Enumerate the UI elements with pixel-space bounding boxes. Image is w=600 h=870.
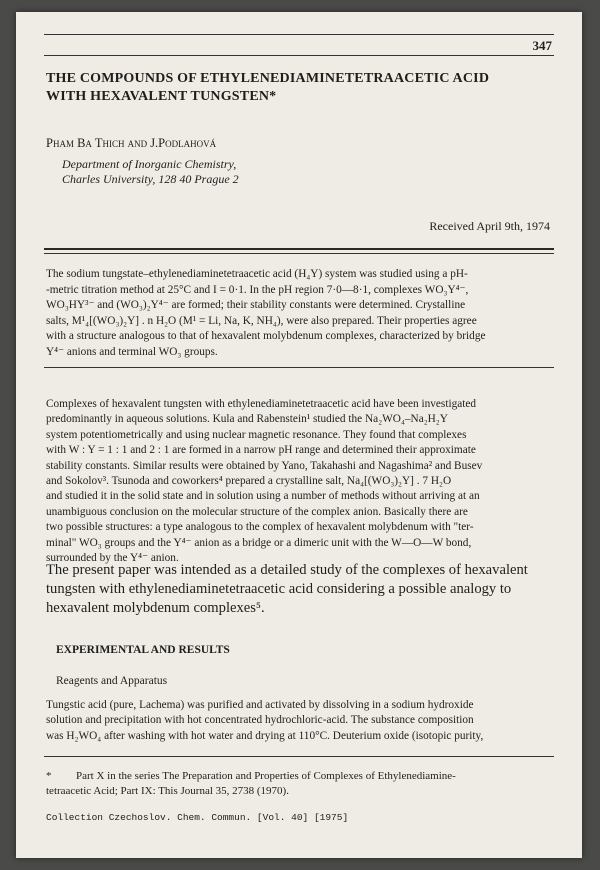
abstract-top-rule-thin — [44, 253, 554, 254]
affiliation-line: Department of Inorganic Chemistry, — [62, 157, 237, 171]
body-line: hexavalent molybdenum complexes⁵. — [46, 600, 265, 616]
footnote-text: Part X in the series The Preparation and Properties of Complexes of Ethylenediamine- — [76, 770, 456, 782]
abstract-bottom-rule — [44, 367, 554, 368]
body-line: and Sokolov³. Tsunoda and coworkers⁴ prepared a crystalline salt, Na₄[(WO₃)₂Y] . 7 H₂O — [46, 475, 452, 488]
introduction-paragraph — [46, 397, 554, 566]
abstract-line: WO₃HY³⁻ and (WO₃)₂Y⁴⁻ are formed; their stability constants were determined. Crystalline — [46, 299, 466, 312]
body-line: system potentiometrically and using nuclear magnetic resonance. They found that complexes — [46, 428, 467, 441]
title-line: WITH HEXAVALENT TUNGSTEN* — [46, 89, 277, 104]
body-line: Tungstic acid (pure, Lachema) was purified and activated by dissolving in a sodium hydroxide — [46, 699, 474, 711]
abstract-line: salts, M¹₄[(WO₃)₂Y] . n H₂O (M¹ = Li, Na, K, NH₄), were also prepared. Their properties agree — [46, 314, 477, 327]
body-line: unambiguous conclusion on the molecular structure of the complex anion. Basically there are — [46, 505, 468, 518]
page-number: 347 — [532, 38, 552, 53]
footnote-rule — [44, 756, 554, 757]
abstract-line: The sodium tungstate–ethylenediaminetetraacetic acid (H₄Y) system was studied using a pH- — [46, 268, 468, 280]
body-line: solution and precipitation with hot concentrated hydrochloric-acid. The substance composition — [46, 714, 474, 727]
header-rule-lower — [44, 55, 554, 56]
received-date: Received April 9th, 1974 — [429, 219, 550, 233]
header-rule — [44, 34, 554, 35]
body-line: stability constants. Similar results were obtained by Yano, Takahashi and Nagashima² and Busev — [46, 459, 483, 472]
author-affiliation — [62, 157, 239, 187]
body-line: two possible structures: a type analogous to the complex of hexavalent molybdenum with "ter- — [46, 521, 474, 534]
footnote-line — [46, 769, 554, 784]
affiliation-line: Charles University, 128 40 Prague 2 — [62, 172, 239, 186]
footnote-line: tetraacetic Acid; Part IX: This Journal 35, 2738 (1970). — [46, 785, 289, 797]
abstract-line: Y⁴⁻ anions and terminal WO₃ groups. — [46, 345, 218, 358]
abstract — [46, 267, 554, 361]
title-line: THE COMPOUNDS OF ETHYLENEDIAMINETETRAACETIC ACID — [46, 71, 490, 86]
footnote-mark: * — [46, 770, 52, 782]
footnote — [46, 769, 554, 799]
body-line: Complexes of hexavalent tungsten with ethylenediaminetetraacetic acid have been investigated — [46, 398, 477, 410]
body-line: predominantly in aqueous solutions. Kula and Rabenstein¹ studied the Na₂WO₄–Na₂H₂Y — [46, 413, 448, 426]
body-line: tungsten with ethylenediaminetetraacetic acid considering a possible analogy to — [46, 581, 512, 597]
body-line: and studied it in the solid state and in solution using a number of methods without arriving at an — [46, 490, 480, 503]
subsection-heading: Reagents and Apparatus — [56, 675, 168, 687]
purpose-paragraph — [46, 561, 556, 618]
abstract-line: -metric titration method at 25°C and I = 0·1. In the pH region 7·0—8·1, complexes WO₃Y⁴⁻, — [46, 283, 469, 296]
body-line: was H₂WO₄ after washing with hot water and drying at 110°C. Deuterium oxide (isotopic purity, — [46, 729, 484, 742]
article-authors: Pham Ba Thich and J.Podlahová — [46, 136, 217, 150]
body-line: with W : Y = 1 : 1 and 2 : 1 are formed in a narrow pH range and determined their approximate — [46, 444, 476, 457]
article-title — [46, 70, 546, 106]
body-line: minal" WO₃ groups and the Y⁴⁻ anion as a bridge or a dimeric unit with the W—O—W bond, — [46, 536, 472, 549]
abstract-line: with a structure analogous to that of hexavalent molybdenum complexes, characterized by bridge — [46, 330, 486, 343]
section-heading: EXPERIMENTAL AND RESULTS — [56, 644, 230, 656]
journal-page — [16, 12, 582, 858]
abstract-top-rule — [44, 248, 554, 250]
body-line: surrounded by the Y⁴⁻ anion. — [46, 552, 179, 565]
body-line: The present paper was intended as a detailed study of the complexes of hexavalent — [46, 562, 528, 578]
experimental-paragraph — [46, 698, 554, 744]
journal-citation: Collection Czechoslov. Chem. Commun. [Vol. 40] [1975] — [46, 812, 349, 823]
